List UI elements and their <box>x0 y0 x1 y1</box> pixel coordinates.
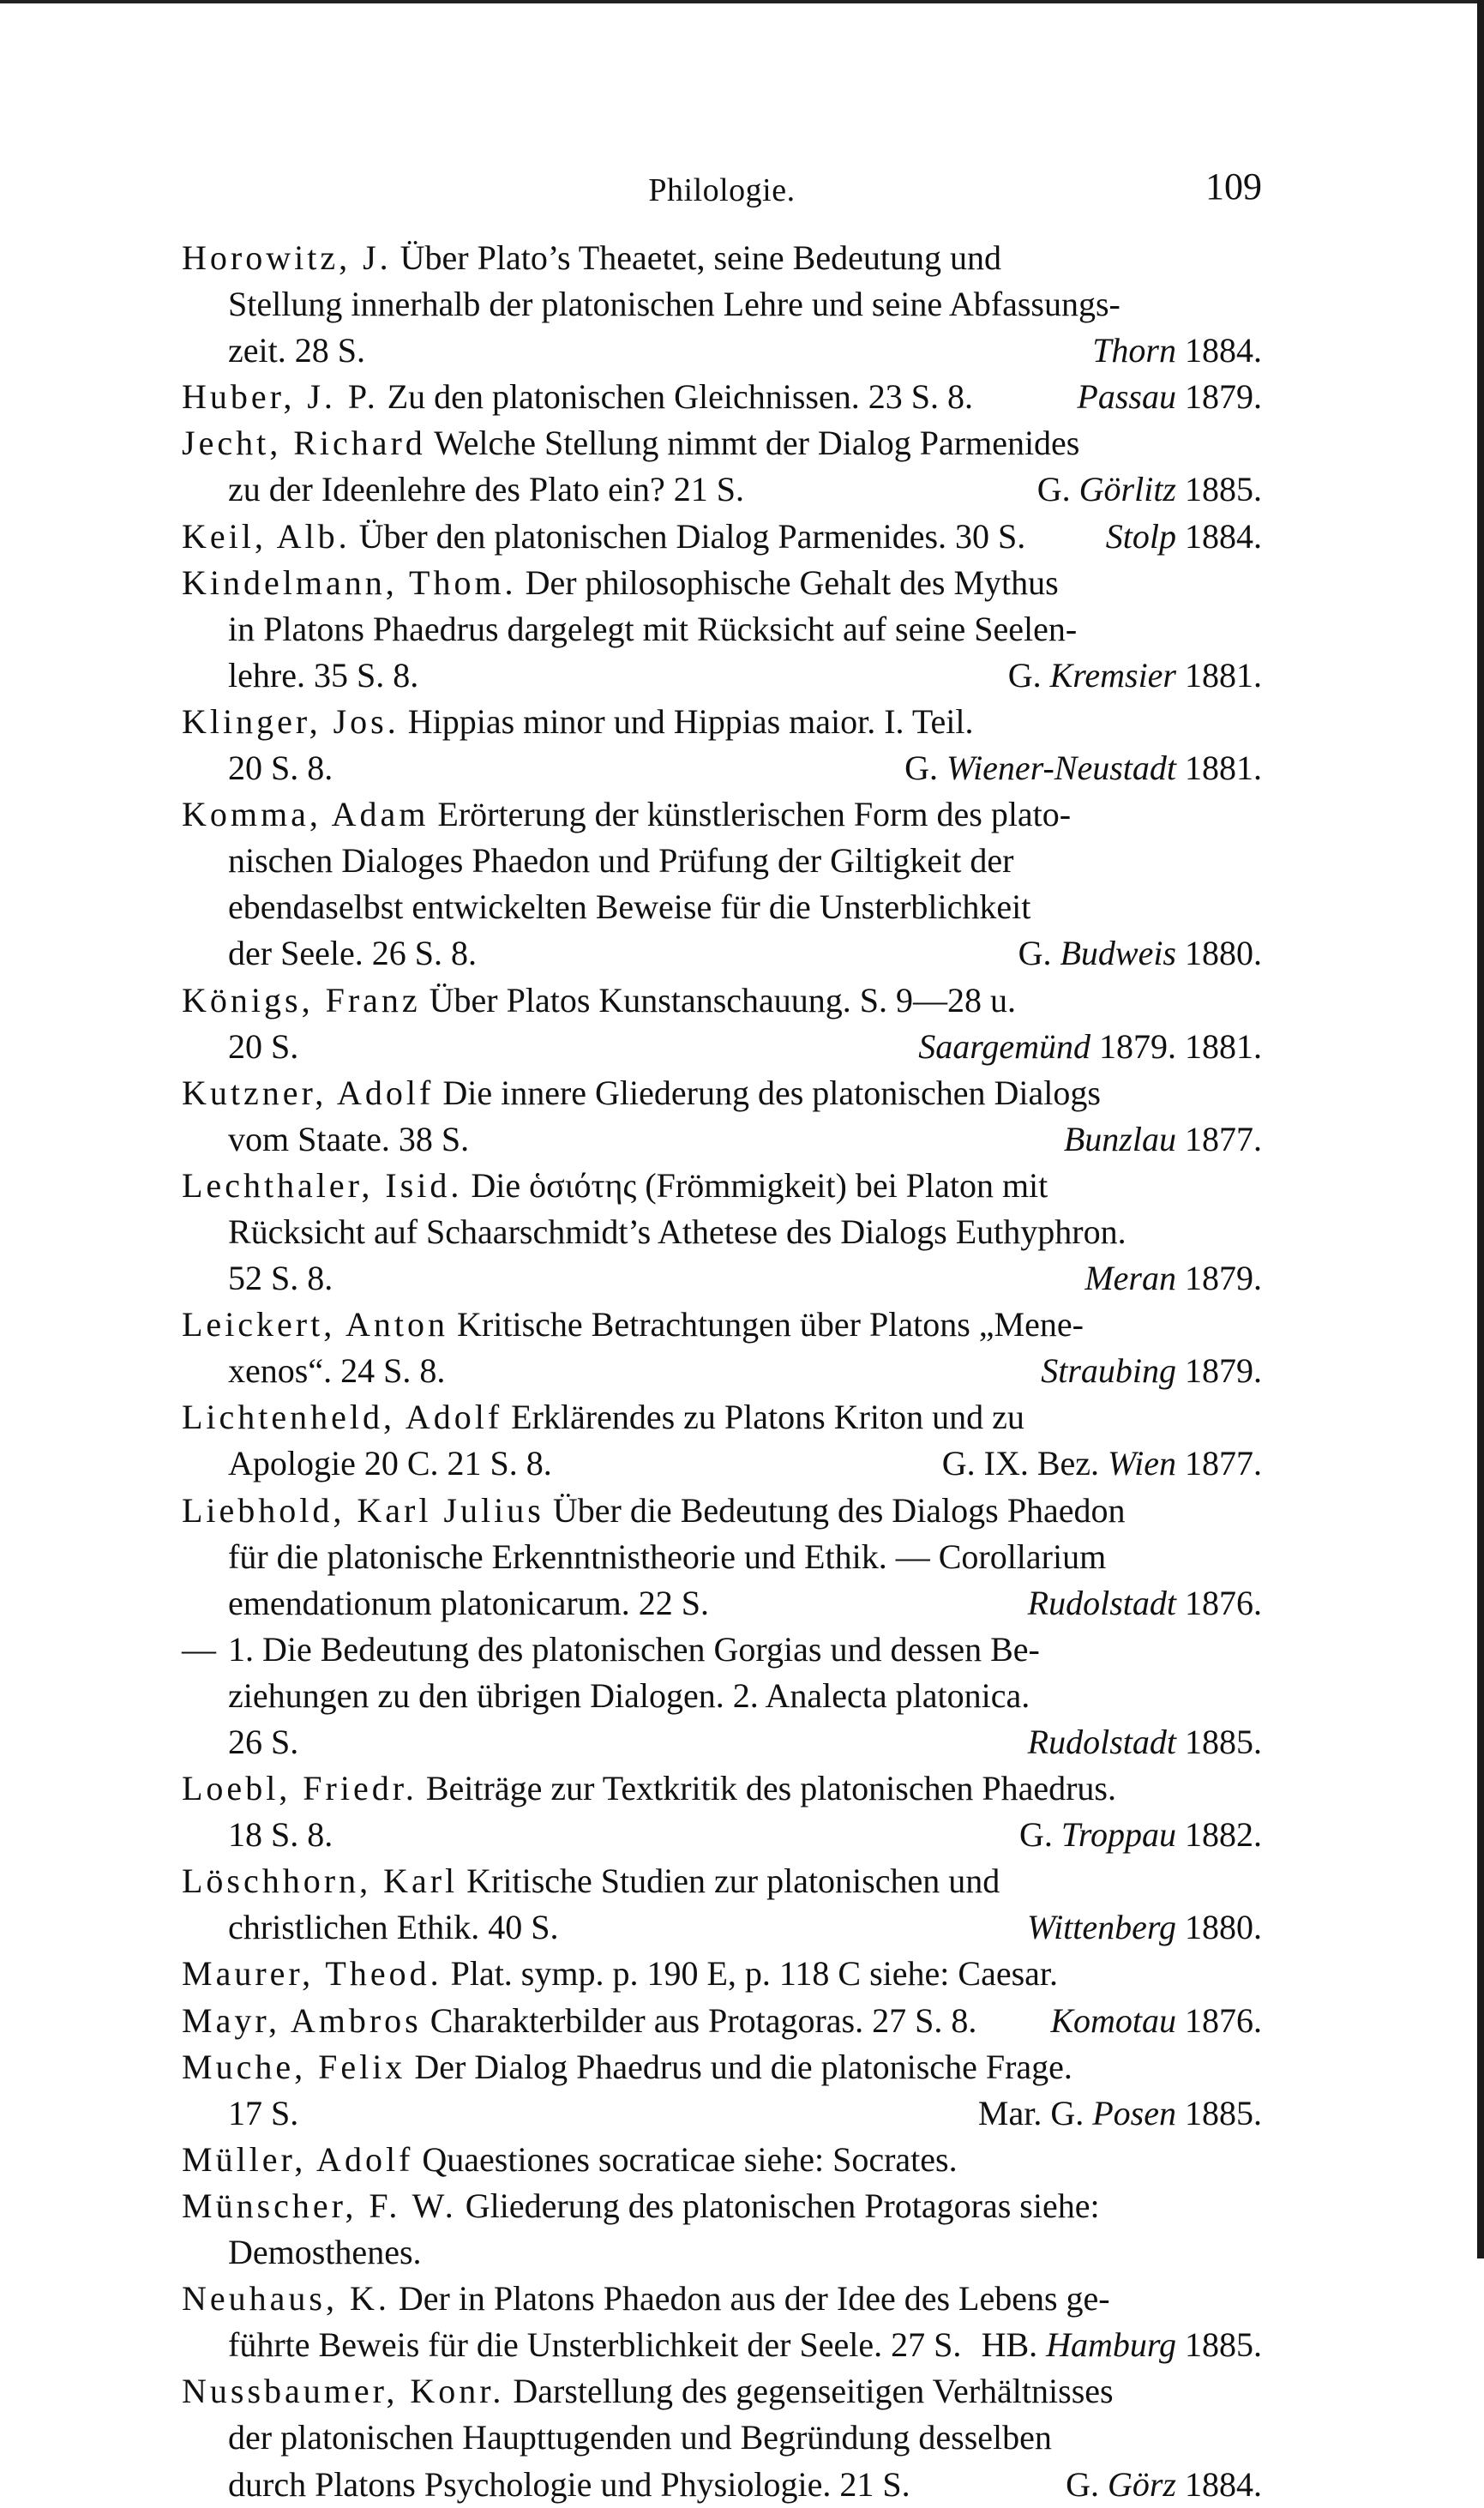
entry-text <box>228 1440 930 1487</box>
entry-title-text: emendationum platonicarum. 22 S. <box>228 1583 709 1622</box>
entry-title-text: durch Platons Psychologie und Physiologie. 21 S. <box>228 2464 910 2504</box>
entry-year: 1879. <box>1185 377 1262 417</box>
entry-text <box>182 1488 1262 1534</box>
entry-title-text: 52 S. 8. <box>228 1259 333 1298</box>
entry-school: G. <box>1036 470 1071 509</box>
entry-author: Kutzner, Adolf <box>182 1073 435 1112</box>
entry-title-text: 26 S. <box>228 1723 299 1761</box>
bibliography-entry <box>182 1070 1262 1163</box>
bibliography-entry <box>182 2044 1262 2137</box>
entry-line <box>182 1255 1262 1302</box>
entry-author: — <box>182 1629 219 1669</box>
entry-line <box>182 2415 1262 2461</box>
entry-text <box>182 1302 1262 1348</box>
entry-school: HB. <box>981 2325 1038 2365</box>
entry-school: G. <box>1007 655 1042 695</box>
entry-line <box>182 699 1262 745</box>
entry-year: 1884. <box>1185 331 1262 370</box>
entry-author: Lichtenheld, Adolf <box>182 1398 503 1437</box>
entry-place: Passau <box>1077 377 1176 417</box>
entry-text <box>228 1580 1016 1627</box>
entry-line <box>182 1951 1262 1997</box>
entry-author: Klinger, Jos. <box>182 701 400 741</box>
page-top-edge <box>0 0 1484 3</box>
entry-title-text: Stellung innerhalb der platonischen Lehre und seine Abfassungs- <box>228 285 1121 324</box>
entry-text <box>228 281 1262 328</box>
entry-line <box>182 2090 1262 2137</box>
entry-author: Nussbaumer, Konr. <box>182 2372 505 2411</box>
entry-text <box>182 1163 1262 1209</box>
entry-text <box>228 1024 906 1070</box>
entry-line <box>182 560 1262 606</box>
entry-text <box>182 420 1262 466</box>
entry-text <box>228 653 996 699</box>
entry-text <box>182 1998 1038 2044</box>
entry-school: G. <box>1018 1815 1053 1855</box>
bibliography-entry <box>182 1302 1262 1394</box>
entry-text <box>182 374 1065 420</box>
entry-title-text: christlichen Ethik. 40 S. <box>228 1908 559 1947</box>
entry-title-text: 17 S. <box>228 2093 299 2132</box>
entry-author: Jecht, Richard <box>182 424 426 463</box>
entry-line <box>182 1998 1262 2044</box>
entry-text <box>228 606 1262 653</box>
entry-year: 1877. <box>1185 1119 1262 1158</box>
entry-text <box>228 1673 1262 1719</box>
entry-author: Mayr, Ambros <box>182 2000 422 2040</box>
entry-text <box>228 1348 1029 1394</box>
entry-line <box>182 2044 1262 2090</box>
bibliography-entry <box>182 420 1262 513</box>
entry-place: Hamburg <box>1046 2325 1176 2365</box>
running-head: Philologie. <box>648 172 796 208</box>
entry-line <box>182 1858 1262 1904</box>
entry-title-text: Quaestiones socraticae siehe: Socrates. <box>422 2139 958 2179</box>
entry-text <box>182 1951 1262 1997</box>
entry-title-text: ziehungen zu den übrigen Dialogen. 2. Analecta platonica. <box>228 1675 1030 1715</box>
entry-text <box>182 2044 1262 2090</box>
bibliography-entry <box>182 1858 1262 1951</box>
bibliography-entry <box>182 560 1262 699</box>
entry-author: Maurer, Theod. <box>182 1954 442 1994</box>
entry-line <box>182 2462 1262 2508</box>
entry-title-text: Der philosophische Gehalt des Mythus <box>525 562 1059 602</box>
entry-year: 1877. <box>1185 1444 1262 1483</box>
entry-line <box>182 745 1262 791</box>
entry-line <box>182 1673 1262 1719</box>
entry-line <box>182 977 1262 1024</box>
entry-title-text: Welche Stellung nimmt der Dialog Parmenides <box>434 424 1080 463</box>
bibliography-entry <box>182 977 1262 1070</box>
entry-line <box>182 884 1262 930</box>
entry-text <box>228 745 892 791</box>
entry-place: Meran <box>1084 1259 1176 1298</box>
bibliography-entry <box>182 2276 1262 2368</box>
entry-text <box>182 1070 1262 1116</box>
entry-line <box>182 281 1262 328</box>
entry-place: Görlitz <box>1078 470 1176 509</box>
entry-place: Rudolstadt <box>1027 1583 1176 1622</box>
entry-title-text: Die innere Gliederung des platonischen Dialogs <box>442 1073 1101 1112</box>
entry-author: Müller, Adolf <box>182 2139 414 2179</box>
entry-year: 1881. <box>1185 655 1262 695</box>
entry-year: 1885. <box>1185 2325 1262 2365</box>
entry-line <box>182 1627 1262 1673</box>
bibliography-entry <box>182 1951 1262 1997</box>
entry-text <box>228 1534 1262 1580</box>
entry-title-text: Demosthenes. <box>228 2233 422 2272</box>
entry-year: 1880. <box>1185 1908 1262 1947</box>
entry-text <box>182 791 1262 838</box>
bibliography-entry <box>182 374 1262 420</box>
entry-title-text: Plat. symp. p. 190 E, p. 118 C siehe: Caesar. <box>450 1954 1059 1994</box>
entry-author: Muche, Felix <box>182 2047 406 2086</box>
entry-text <box>228 2090 966 2137</box>
entry-school: Mar. G. <box>977 2093 1084 2132</box>
entry-year: 1876. <box>1185 2000 1262 2040</box>
entry-title-text: Hippias minor und Hippias maior. I. Teil. <box>407 701 974 741</box>
entry-text <box>228 1209 1262 1255</box>
entry-year: 1879. <box>1185 1259 1262 1298</box>
entry-line <box>182 1580 1262 1627</box>
entry-line <box>182 1394 1262 1440</box>
entry-line <box>182 1116 1262 1163</box>
page-header <box>182 165 1262 213</box>
entry-publication <box>970 2322 1262 2368</box>
entry-publication <box>1029 1348 1262 1394</box>
entry-line <box>182 1348 1262 1394</box>
entry-author: Löschhorn, Karl <box>182 1861 459 1901</box>
entry-title-text: Der in Platons Phaedon aus der Idee des Lebens ge- <box>398 2279 1110 2319</box>
entry-text <box>228 1255 1072 1302</box>
entry-publication <box>1007 1812 1262 1858</box>
entry-publication <box>1016 1580 1262 1627</box>
entry-title-text: Der Dialog Phaedrus und die platonische Frage. <box>414 2047 1072 2086</box>
entry-text <box>228 2322 970 2368</box>
entry-title-text: der platonischen Haupttugenden und Begründung desselben <box>228 2418 1052 2457</box>
entry-year: 1882. <box>1185 1815 1262 1855</box>
entry-title-text: Erklärendes zu Platons Kriton und zu <box>511 1398 1024 1437</box>
entry-line <box>182 1302 1262 1348</box>
bibliography-entry <box>182 1488 1262 1627</box>
entry-text <box>228 2229 1262 2276</box>
entry-line <box>182 1440 1262 1487</box>
entry-title-text: vom Staate. 38 S. <box>228 1119 470 1158</box>
entry-text <box>182 2137 1262 2183</box>
entry-year: 1879. 1881. <box>1099 1026 1262 1066</box>
entry-place: Straubing <box>1041 1351 1176 1391</box>
entry-year: 1885. <box>1185 470 1262 509</box>
entry-line <box>182 791 1262 838</box>
bibliography-list <box>182 235 1262 2508</box>
bibliography-entry <box>182 1765 1262 1858</box>
entry-line <box>182 1024 1262 1070</box>
entry-place: Wien <box>1108 1444 1176 1483</box>
entry-place: Wiener-Neustadt <box>946 749 1176 788</box>
entry-line <box>182 420 1262 466</box>
entry-title-text: nischen Dialoges Phaedon und Prüfung der Giltigkeit der <box>228 841 1014 881</box>
entry-place: Rudolstadt <box>1027 1723 1176 1761</box>
entry-text <box>182 1627 1262 1673</box>
entry-author: Keil, Alb. <box>182 516 351 556</box>
entry-text <box>228 838 1262 884</box>
entry-title-text: Über Plato’s Theaetet, seine Bedeutung und <box>400 238 1001 277</box>
entry-title-text: 18 S. 8. <box>228 1815 333 1855</box>
entry-title-text: Charakterbilder aus Protagoras. 27 S. 8. <box>430 2000 977 2040</box>
entry-line <box>182 2322 1262 2368</box>
entry-publication <box>1054 2462 1262 2508</box>
entry-title-text: Kritische Betrachtungen über Platons „Mene- <box>457 1305 1084 1344</box>
entry-text <box>182 2276 1262 2322</box>
entry-publication <box>1094 514 1262 560</box>
entry-line <box>182 514 1262 560</box>
entry-text <box>182 2368 1262 2415</box>
entry-publication <box>1016 1719 1262 1765</box>
page-number: 109 <box>1205 165 1262 207</box>
entry-title-text: zeit. 28 S. <box>228 331 365 370</box>
entry-text <box>182 560 1262 606</box>
entry-line <box>182 606 1262 653</box>
entry-title-text: xenos“. 24 S. 8. <box>228 1351 446 1391</box>
entry-title-text: der Seele. 26 S. 8. <box>228 934 477 973</box>
entry-author: Komma, Adam <box>182 795 430 834</box>
entry-publication <box>996 653 1262 699</box>
entry-text <box>182 1394 1262 1440</box>
entry-publication <box>906 1024 1262 1070</box>
entry-line <box>182 1070 1262 1116</box>
entry-author: Loebl, Friedr. <box>182 1769 418 1808</box>
entry-place: Görz <box>1107 2464 1176 2504</box>
entry-line <box>182 1719 1262 1765</box>
entry-author: Leickert, Anton <box>182 1305 449 1344</box>
entry-publication <box>1065 374 1262 420</box>
entry-publication <box>930 1440 1262 1487</box>
entry-publication <box>1025 466 1262 513</box>
entry-title-text: Über den platonischen Dialog Parmenides. 30 S. <box>358 516 1026 556</box>
entry-text <box>228 328 1080 374</box>
entry-author: Lechthaler, Isid. <box>182 1165 463 1205</box>
bibliography-entry <box>182 2368 1262 2507</box>
entry-school: G. IX. Bez. <box>941 1444 1100 1483</box>
entry-title-text: Darstellung des gegenseitigen Verhältnisses <box>513 2372 1114 2411</box>
entry-publication <box>1052 1116 1262 1163</box>
entry-line <box>182 1209 1262 1255</box>
entry-school: G. <box>1018 934 1052 973</box>
entry-text <box>228 1904 1015 1951</box>
entry-place: Posen <box>1092 2093 1176 2132</box>
entry-line <box>182 2276 1262 2322</box>
entry-title-text: zu der Ideenlehre des Plato ein? 21 S. <box>228 470 745 509</box>
entry-school: G. <box>1066 2464 1099 2504</box>
entry-line <box>182 1904 1262 1951</box>
bibliography-entry <box>182 1627 1262 1765</box>
entry-title-text: für die platonische Erkenntnistheorie und Ethik. — Corollarium <box>228 1537 1107 1576</box>
entry-title-text: Die ὁσιότης (Frömmigkeit) bei Platon mit <box>471 1165 1048 1205</box>
bibliography-entry <box>182 1394 1262 1487</box>
page-right-edge <box>1477 0 1484 2258</box>
entry-title-text: Über Platos Kunstanschauung. S. 9—28 u. <box>429 980 1017 1019</box>
entry-author: Liebhold, Karl Julius <box>182 1490 544 1530</box>
entry-place: Thorn <box>1092 331 1176 370</box>
bibliography-entry <box>182 2183 1262 2276</box>
entry-author: Münscher, F. W. <box>182 2186 457 2225</box>
entry-title-text: in Platons Phaedrus dargelegt mit Rücksicht auf seine Seelen- <box>228 609 1078 648</box>
entry-title-text: 20 S. 8. <box>228 749 333 788</box>
entry-author: Huber, J. P. <box>182 377 379 417</box>
bibliography-entry <box>182 514 1262 560</box>
entry-title-text: Kritische Studien zur platonischen und <box>466 1861 1000 1901</box>
entry-line <box>182 930 1262 977</box>
entry-text <box>182 1858 1262 1904</box>
entry-publication <box>1072 1255 1262 1302</box>
entry-title-text: Rücksicht auf Schaarschmidt’s Athetese des Dialogs Euthyphron. <box>228 1212 1127 1251</box>
entry-place: Bunzlau <box>1063 1119 1176 1158</box>
entry-title-text: Gliederung des platonischen Protagoras siehe: <box>465 2186 1100 2225</box>
entry-line <box>182 2229 1262 2276</box>
entry-text <box>228 930 1006 977</box>
entry-author: Königs, Franz <box>182 980 421 1019</box>
entry-author: Kindelmann, Thom. <box>182 562 517 602</box>
bibliography-entry <box>182 791 1262 977</box>
entry-text <box>228 1812 1007 1858</box>
entry-text <box>228 1116 1052 1163</box>
entry-line <box>182 1488 1262 1534</box>
entry-title-text: 1. Die Bedeutung des platonischen Gorgias und dessen Be- <box>228 1629 1040 1669</box>
entry-title-text: Zu den platonischen Gleichnissen. 23 S. 8. <box>387 377 973 417</box>
entry-place: Stolp <box>1105 516 1176 556</box>
entry-line <box>182 2368 1262 2415</box>
entry-publication <box>1015 1904 1262 1951</box>
entry-year: 1881. <box>1185 749 1262 788</box>
entry-line <box>182 2137 1262 2183</box>
entry-place: Troppau <box>1060 1815 1176 1855</box>
entry-line <box>182 2183 1262 2229</box>
entry-line <box>182 235 1262 281</box>
entry-title-text: ebendaselbst entwickelten Beweise für die Unsterblichkeit <box>228 887 1031 927</box>
entry-year: 1879. <box>1185 1351 1262 1391</box>
entry-line <box>182 1765 1262 1812</box>
entry-line <box>182 1163 1262 1209</box>
entry-author: Horowitz, J. <box>182 238 392 277</box>
entry-text <box>228 1719 1016 1765</box>
entry-publication <box>1080 328 1262 374</box>
entry-title-text: Erörterung der künstlerischen Form des plato- <box>437 795 1072 834</box>
entry-line <box>182 374 1262 420</box>
entry-publication <box>892 745 1262 791</box>
entry-line <box>182 466 1262 513</box>
entry-year: 1876. <box>1185 1583 1262 1622</box>
entry-author: Neuhaus, K. <box>182 2279 390 2319</box>
entry-line <box>182 1534 1262 1580</box>
entry-publication <box>966 2090 1262 2137</box>
entry-text <box>182 514 1094 560</box>
entry-school: G. <box>904 749 938 788</box>
entry-line <box>182 1812 1262 1858</box>
bibliography-entry <box>182 235 1262 374</box>
entry-title-text: führte Beweis für die Unsterblichkeit der Seele. 27 S. <box>228 2325 962 2365</box>
entry-text <box>228 2462 1054 2508</box>
entry-title-text: Beiträge zur Textkritik des platonischen Phaedrus. <box>425 1769 1116 1808</box>
entry-title-text: lehre. 35 S. 8. <box>228 655 419 695</box>
entry-title-text: Über die Bedeutung des Dialogs Phaedon <box>552 1490 1126 1530</box>
entry-title-text: Apologie 20 C. 21 S. 8. <box>228 1444 552 1483</box>
entry-text <box>182 1765 1262 1812</box>
entry-line <box>182 838 1262 884</box>
entry-line <box>182 653 1262 699</box>
entry-place: Wittenberg <box>1026 1908 1176 1947</box>
bibliography-entry <box>182 2137 1262 2183</box>
entry-year: 1885. <box>1185 2093 1262 2132</box>
entry-publication <box>1038 1998 1262 2044</box>
entry-place: Budweis <box>1060 934 1176 973</box>
entry-place: Komotau <box>1050 2000 1176 2040</box>
entry-text <box>182 2183 1262 2229</box>
entry-publication <box>1006 930 1262 977</box>
entry-place: Kremsier <box>1049 655 1176 695</box>
bibliography-entry <box>182 1998 1262 2044</box>
bibliography-entry <box>182 1163 1262 1302</box>
entry-year: 1884. <box>1185 516 1262 556</box>
entry-text <box>182 699 1262 745</box>
entry-title-text: 20 S. <box>228 1026 299 1066</box>
entry-text <box>228 884 1262 930</box>
entry-line <box>182 328 1262 374</box>
entry-text <box>182 977 1262 1024</box>
bibliography-entry <box>182 699 1262 791</box>
entry-text <box>228 466 1025 513</box>
entry-text <box>182 235 1262 281</box>
entry-text <box>228 2415 1262 2461</box>
entry-year: 1880. <box>1185 934 1262 973</box>
entry-place: Saargemünd <box>918 1026 1090 1066</box>
entry-year: 1884. <box>1185 2464 1262 2504</box>
entry-year: 1885. <box>1185 1723 1262 1761</box>
